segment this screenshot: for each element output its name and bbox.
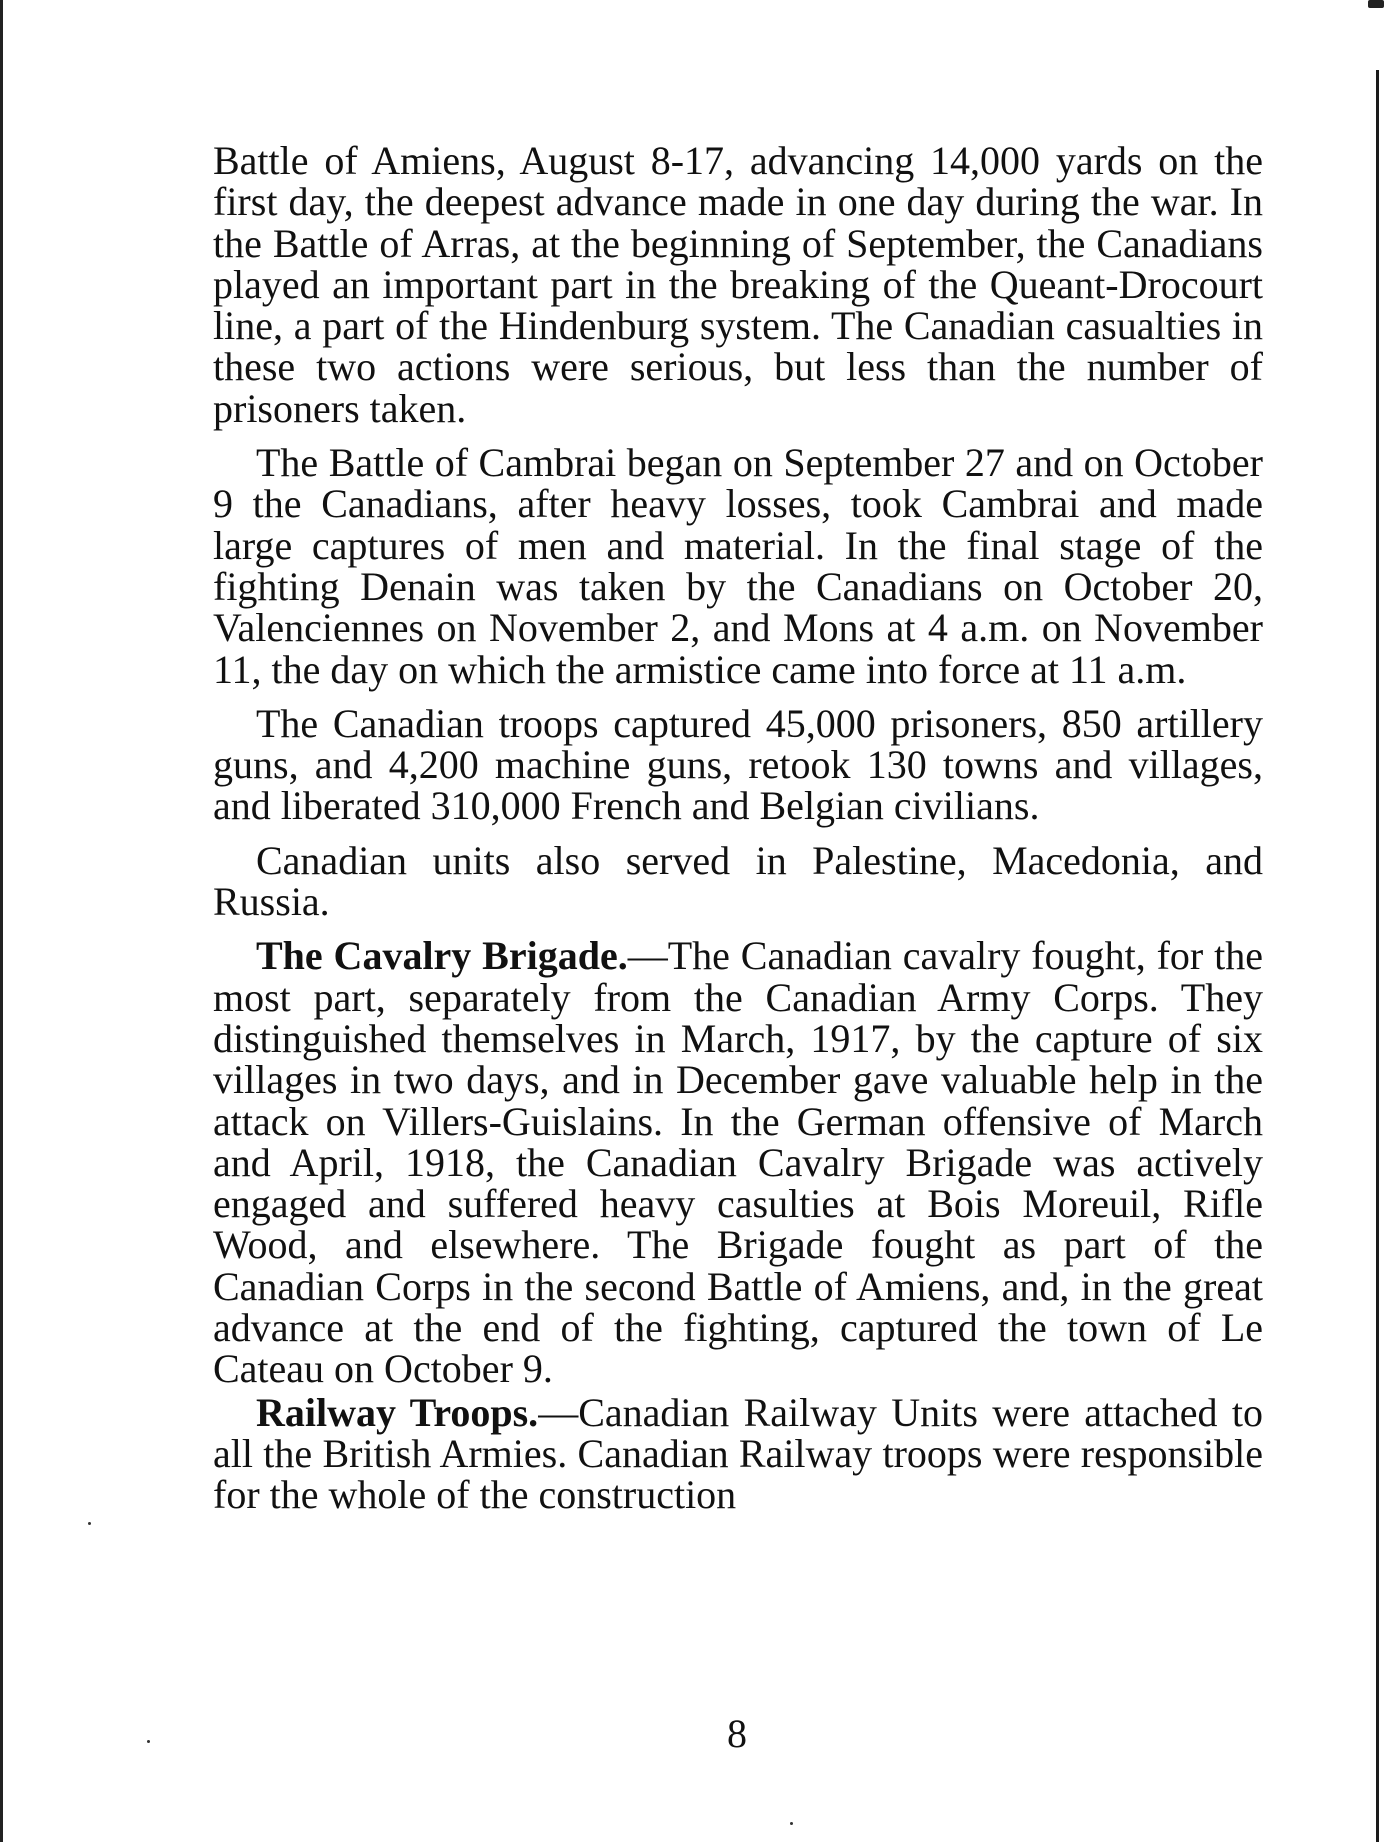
paragraph-text: —The Canadian cavalry fought, for the most part, separately from the Canadian Army Corps. They distinguished themselves in March, 1917, by the capture of six villages in two days, and in December gave valuable help in the attack on Villers-Guislains. In the German offensive of March and April, 1918, the Canadian Cavalry Brigade was actively engaged and suffered heavy casulties at Bois Moreuil, Rifle Wood, and elsewhere. The Brigade fought as part of the Canadian Corps in the second Battle of Amiens, and, in the great advance at the end of the fighting, captured the town of Le Cateau on October 9.: [213, 933, 1263, 1392]
paragraph: [213, 837, 1263, 925]
paragraph-text: The Battle of Cambrai began on September 27 and on October 9 the Canadians, after heavy losses, took Cambrai and made large captures of men and material. In the final stage of the fighting Denain was taken by the Canadians on October 20, Valenciennes on November 2, and Mons at 4 a.m. on November 11, the day on which the armistice came into force at 11 a.m.: [213, 440, 1263, 692]
paragraph-text: Canadian units also served in Palestine, Macedonia, and Russia.: [213, 837, 1263, 925]
section-heading-railway-troops: Railway Troops.: [256, 1389, 539, 1435]
paragraph: [213, 140, 1263, 429]
page-number: 8: [727, 1711, 747, 1756]
scan-speck: [790, 1822, 793, 1825]
scan-speck: [88, 1522, 91, 1525]
section-heading-cavalry-brigade: The Cavalry Brigade.: [256, 933, 628, 979]
scan-right-edge: [1376, 70, 1379, 1842]
paragraph: [213, 442, 1263, 690]
scan-left-edge: [0, 0, 3, 1842]
paragraph-text: —Canadian Railway Units were attached to all the British Armies. Canadian Railway troops were responsible for the whole of the construction: [213, 1389, 1263, 1518]
paragraph: [213, 1389, 1263, 1518]
paragraph-text: The Canadian troops captured 45,000 prisoners, 850 artillery guns, and 4,200 machine guns, retook 130 towns and villages, and liberated 310,000 French and Belgian civilians.: [213, 700, 1263, 829]
paragraph: [213, 700, 1263, 829]
paragraph: [213, 933, 1263, 1392]
paragraph-text: Battle of Amiens, August 8-17, advancing 14,000 yards on the first day, the deepest advance made in one day during the war. In the Battle of Arras, at the beginning of September, the Canadians played an important part in the breaking of the Queant-Drocourt line, a part of the Hindenburg system. The Canadian casualties in these two actions were serious, but less than the number of prisoners taken.: [213, 138, 1263, 431]
body-text: [213, 140, 1263, 1516]
scan-corner-mark: [1368, 0, 1384, 8]
